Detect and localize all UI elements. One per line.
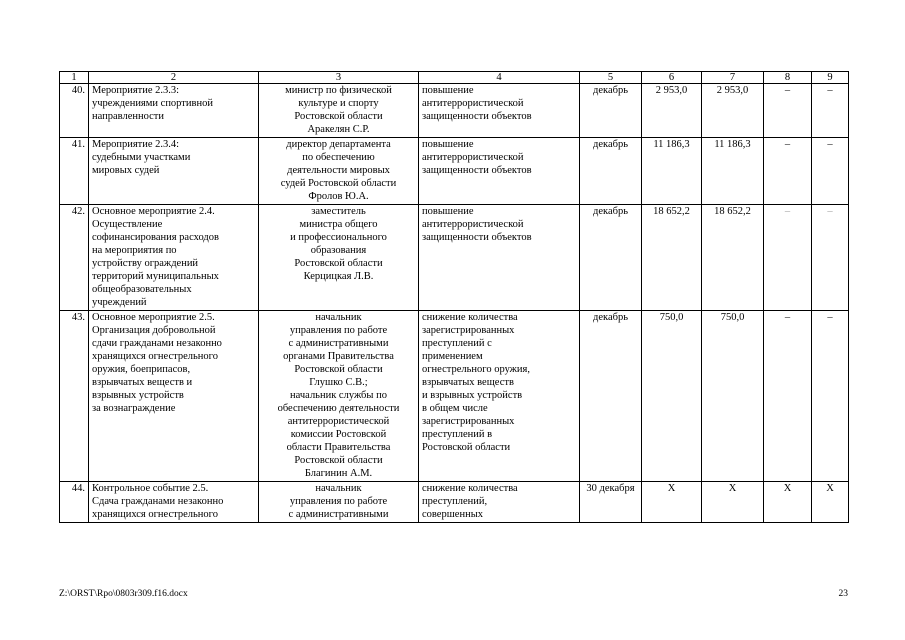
- responsible-person: заместитель министра общего и профессионального образования Ростовской области Керцицкая Л.В.: [259, 205, 419, 311]
- value-col9: –: [812, 84, 849, 138]
- value-col8: –: [764, 311, 812, 482]
- value-col6: 2 953,0: [642, 84, 702, 138]
- value-col6: 18 652,2: [642, 205, 702, 311]
- row-number: 42.: [60, 205, 89, 311]
- table-row: [60, 482, 849, 523]
- expected-result: повышение антитеррористической защищенности объектов: [419, 84, 580, 138]
- activity-name: Основное мероприятие 2.5. Организация добровольной сдачи гражданами незаконно хранящихся огнестрельного оружия, боеприпасов, взрывчатых веществ и взрывных устройств за вознаграждение: [89, 311, 259, 482]
- column-header: 5: [580, 72, 642, 84]
- row-number: 40.: [60, 84, 89, 138]
- value-col6: Х: [642, 482, 702, 523]
- value-col7: Х: [702, 482, 764, 523]
- row-number: 44.: [60, 482, 89, 523]
- table-row: [60, 138, 849, 205]
- footer-file-path: Z:\ORST\Rpo\0803r309.f16.docx: [59, 589, 188, 599]
- deadline: 30 декабря: [580, 482, 642, 523]
- value-col8: –: [764, 205, 812, 311]
- deadline: декабрь: [580, 205, 642, 311]
- responsible-person: начальник управления по работе с административными: [259, 482, 419, 523]
- column-header: 1: [60, 72, 89, 84]
- expected-result: снижение количества зарегистрированных преступлений с применением огнестрельного оружия, взрывчатых веществ и взрывных устройств в общем числе зарегистрированных преступлений в Ростовской области: [419, 311, 580, 482]
- deadline: декабрь: [580, 84, 642, 138]
- activity-name: Мероприятие 2.3.4: судебными участками мировых судей: [89, 138, 259, 205]
- deadline: декабрь: [580, 138, 642, 205]
- table-header-row: [60, 72, 849, 84]
- column-header: 8: [764, 72, 812, 84]
- row-number: 43.: [60, 311, 89, 482]
- column-header: 6: [642, 72, 702, 84]
- value-col9: –: [812, 311, 849, 482]
- value-col6: 750,0: [642, 311, 702, 482]
- row-number: 41.: [60, 138, 89, 205]
- activity-name: Основное мероприятие 2.4. Осуществление софинансирования расходов на мероприятия по устройству ограждений территорий муниципальных общеобразовательных учреждений: [89, 205, 259, 311]
- page-number: 23: [838, 589, 848, 599]
- value-col8: Х: [764, 482, 812, 523]
- table-row: [60, 205, 849, 311]
- value-col8: –: [764, 138, 812, 205]
- responsible-person: начальник управления по работе с административными органами Правительства Ростовской области Глушко С.В.; начальник службы по обеспечению деятельности антитеррористической комиссии Ростовской области Правительства Ростовской области Благинин А.М.: [259, 311, 419, 482]
- column-header: 7: [702, 72, 764, 84]
- value-col7: 2 953,0: [702, 84, 764, 138]
- column-header: 9: [812, 72, 849, 84]
- value-col6: 11 186,3: [642, 138, 702, 205]
- value-col8: –: [764, 84, 812, 138]
- activity-name: Контрольное событие 2.5. Сдача гражданами незаконно хранящихся огнестрельного: [89, 482, 259, 523]
- table-row: [60, 84, 849, 138]
- activity-name: Мероприятие 2.3.3: учреждениями спортивной направленности: [89, 84, 259, 138]
- table-row: [60, 311, 849, 482]
- value-col7: 11 186,3: [702, 138, 764, 205]
- expected-result: повышение антитеррористической защищенности объектов: [419, 205, 580, 311]
- value-col9: –: [812, 205, 849, 311]
- column-header: 2: [89, 72, 259, 84]
- column-header: 3: [259, 72, 419, 84]
- column-header: 4: [419, 72, 580, 84]
- deadline: декабрь: [580, 311, 642, 482]
- responsible-person: директор департамента по обеспечению деятельности мировых судей Ростовской области Фролов Ю.А.: [259, 138, 419, 205]
- page-bottom-mask: [0, 578, 905, 640]
- value-col9: Х: [812, 482, 849, 523]
- expected-result: снижение количества преступлений, совершенных: [419, 482, 580, 523]
- value-col7: 750,0: [702, 311, 764, 482]
- value-col9: –: [812, 138, 849, 205]
- expected-result: повышение антитеррористической защищенности объектов: [419, 138, 580, 205]
- value-col7: 18 652,2: [702, 205, 764, 311]
- document-table: [59, 71, 849, 523]
- responsible-person: министр по физической культуре и спорту Ростовской области Аракелян С.Р.: [259, 84, 419, 138]
